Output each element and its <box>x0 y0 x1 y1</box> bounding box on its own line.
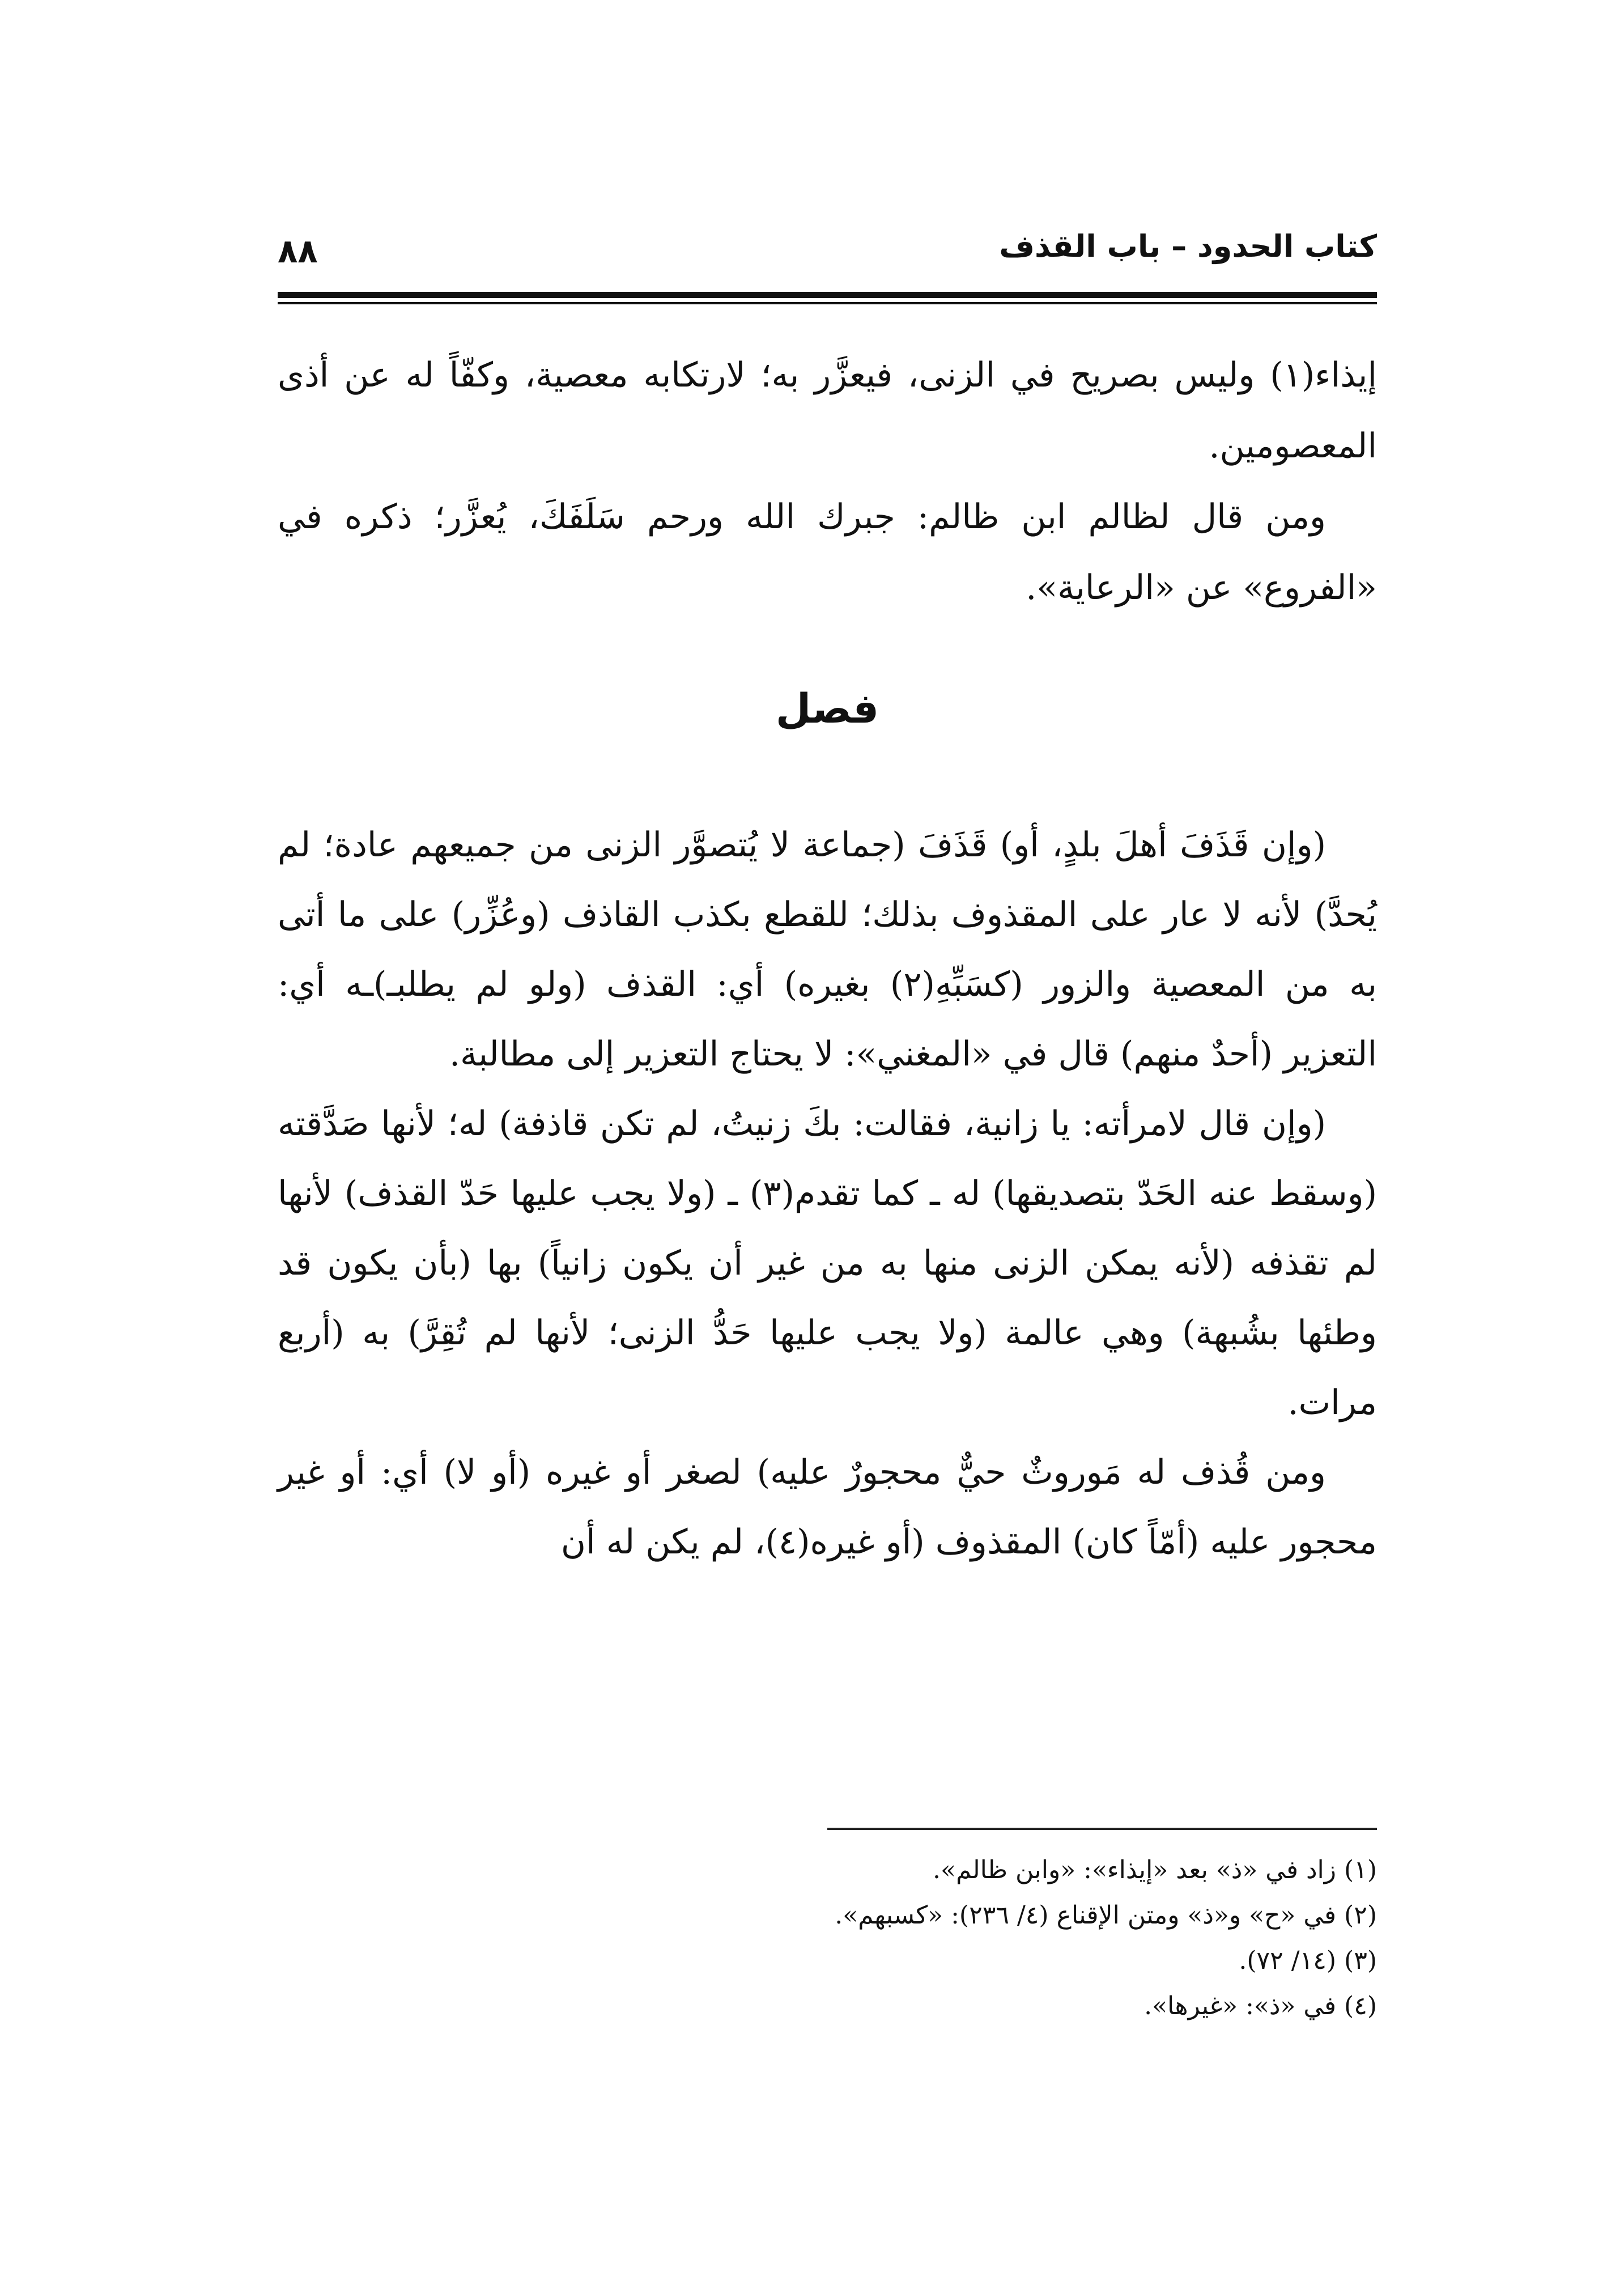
section-heading: فصل <box>775 685 879 732</box>
paragraph-5: ومن قُذف له مَوروثٌ حيٌّ محجورٌ عليه) لصغر أو غيره (أو لا) أي: أو غير محجور عليه (أمّاً كان) المقذوف (أو غيره(٤)، لم يكن له أن <box>278 1453 1377 1562</box>
footnote-4: (٤) في «ذ»: «غيرها». <box>1144 1991 1377 2020</box>
footnote-3: (٣) (١٤/ ٧٢). <box>1239 1946 1377 1975</box>
header-rule <box>278 292 1377 298</box>
paragraph-1: إيذاء(١) وليس بصريح في الزنى، فيعزَّر به؛ لارتكابه معصية، وكفّاً له عن أذى المعصومين. <box>278 355 1377 466</box>
header-rule-thin <box>278 302 1377 304</box>
header-title: كتاب الحدود – باب القذف <box>999 228 1377 264</box>
paragraph-3: (وإن قَذَفَ أهلَ بلدٍ، أو) قَذَفَ (جماعة لا يُتصوَّر الزنى من جميعهم عادة؛ لم يُحدَّ) لأنه لا عار على المقذوف بذلك؛ للقطع بكذب القاذف (وعُزِّر) على ما أتى به من المعصية والزور (كسَبِّهِ(٢) بغيره) أي: القذف (ولو لم يطلبـ)ـه أي: التعزير (أحدٌ منهم) قال في «المغني»: لا يحتاج التعزير إلى مطالبة. <box>278 825 1377 1074</box>
running-header <box>278 224 1377 275</box>
footnote-separator <box>827 1828 1377 1830</box>
page-number: ٨٨ <box>278 232 318 270</box>
section-body <box>278 810 1377 1577</box>
footnote-2: (٢) في «ح» و«ذ» ومتن الإقناع (٤/ ٢٣٦): «كسبهم». <box>835 1901 1377 1930</box>
footnote-1: (١) زاد في «ذ» بعد «إيذاء»: «وابن ظالم». <box>933 1855 1377 1884</box>
body-text <box>278 340 1377 1577</box>
paragraph-4: (وإن قال لامرأته: يا زانية، فقالت: بكَ زنيتُ، لم تكن قاذفة) له؛ لأنها صَدَّقته (وسقط عنه الحَدّ بتصديقها) له ـ كما تقدم(٣) ـ (ولا يجب عليها حَدّ القذف) لأنها لم تقذفه (لأنه يمكن الزنى منها به من غير أن يكون زانياً) بها (بأن يكون قد وطئها بشُبهة) وهي عالمة (ولا يجب عليها حَدُّ الزنى؛ لأنها لم تُقِرَّ) به (أربع مرات. <box>278 1104 1378 1422</box>
paragraph-2: ومن قال لظالم ابن ظالم: جبرك الله ورحم سَلَفَكَ، يُعزَّر؛ ذكره في «الفروع» عن «الرعاية». <box>278 497 1377 608</box>
footnotes <box>510 1848 1377 2029</box>
